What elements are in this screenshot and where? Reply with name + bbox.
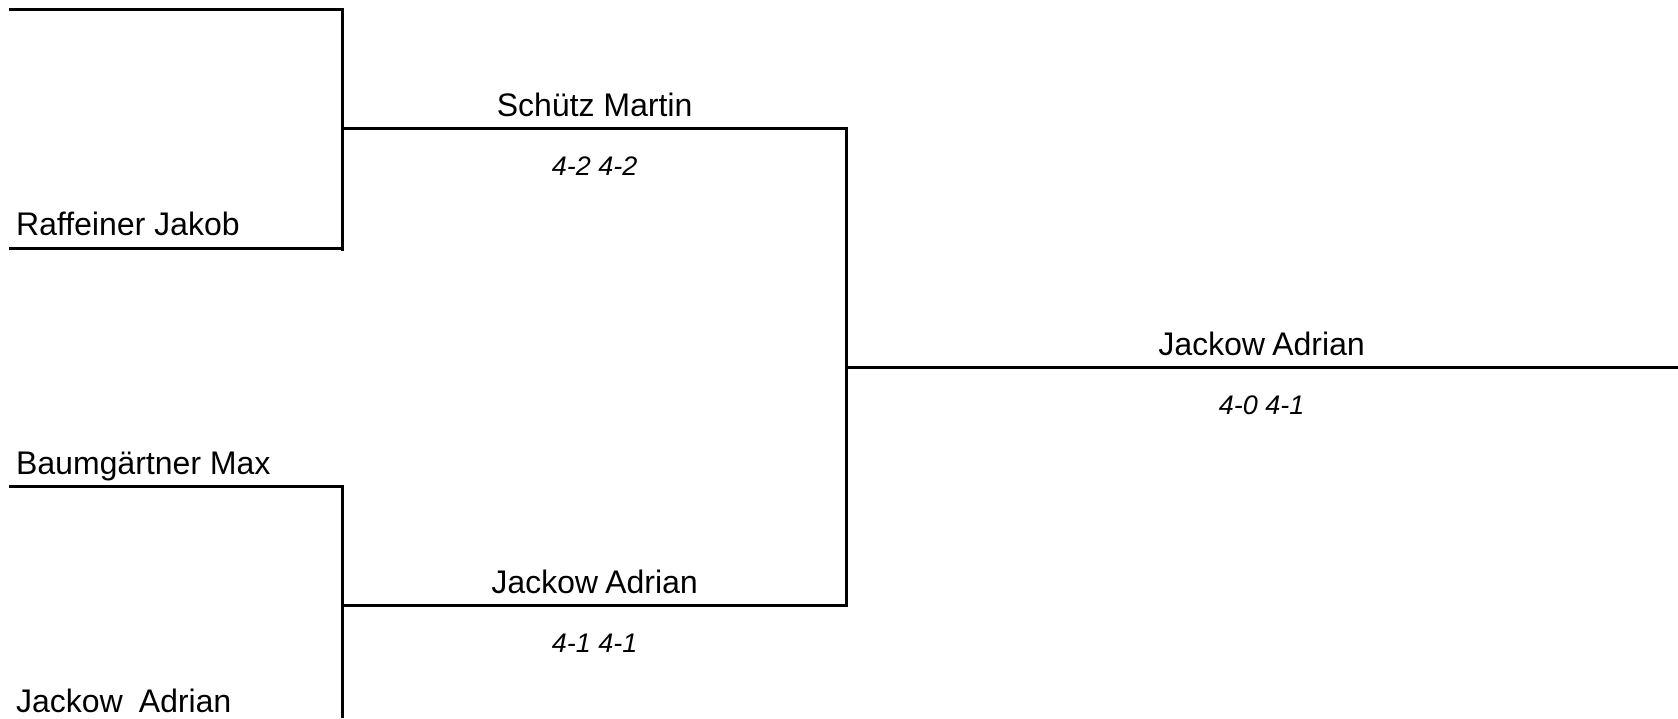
round1-player-4: Jackow Adrian [16, 683, 232, 719]
final-line [845, 366, 1678, 369]
slot-line-1 [9, 8, 344, 11]
connector-slot-3-4 [341, 485, 344, 718]
semifinal-1-line [341, 127, 848, 130]
semifinal-2-winner: Jackow Adrian [491, 564, 698, 600]
round1-player-2: Raffeiner Jakob [16, 206, 240, 242]
semifinal-2-line [341, 604, 848, 607]
semifinal-1-winner: Schütz Martin [496, 87, 693, 123]
final-winner: Jackow Adrian [1158, 326, 1365, 362]
semifinal-1-score: 4-2 4-2 [551, 151, 638, 181]
final-score: 4-0 4-1 [1218, 390, 1305, 420]
semifinal-2-score: 4-1 4-1 [551, 628, 638, 658]
slot-line-2 [9, 247, 344, 250]
slot-line-3 [9, 485, 344, 488]
round1-player-3: Baumgärtner Max [16, 445, 271, 481]
